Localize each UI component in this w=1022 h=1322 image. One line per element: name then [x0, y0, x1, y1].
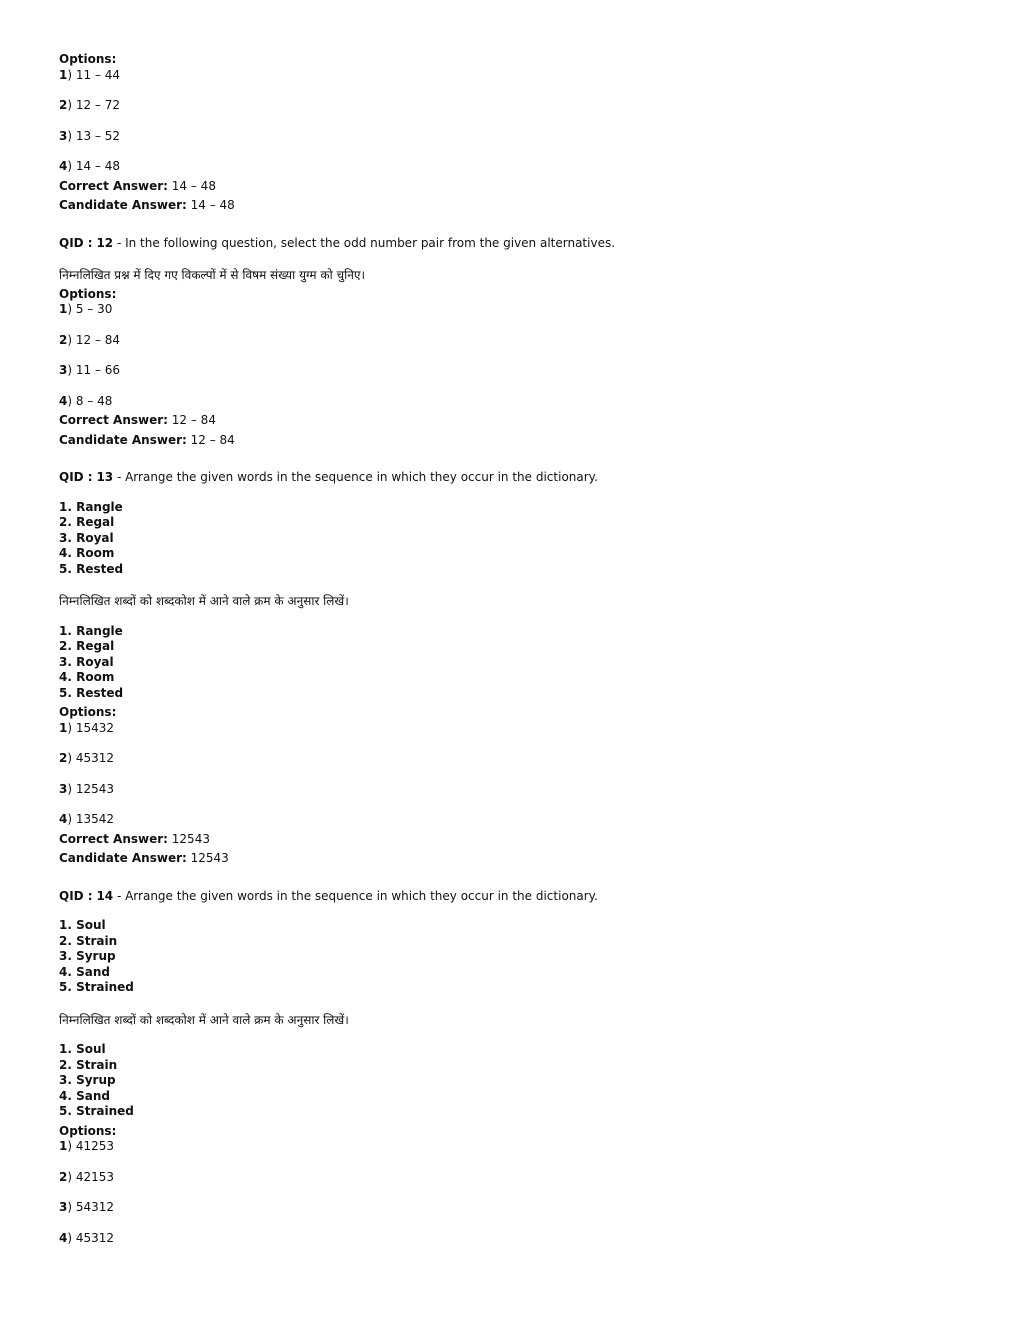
- correct-answer: Correct Answer: 14 – 48: [59, 178, 216, 193]
- option-item: 2) 12 – 84: [59, 332, 121, 347]
- option-item: 3) 13 – 52: [59, 128, 121, 143]
- word-item: 5. Rested: [59, 685, 124, 700]
- option-item: 4) 14 – 48: [59, 159, 121, 173]
- option-item: 2) 12 – 72: [59, 98, 121, 112]
- question-12-block: [59, 236, 979, 449]
- word-item: 5. Rested: [59, 561, 124, 576]
- candidate-answer: Candidate Answer: 12543: [59, 851, 229, 865]
- question-11-block: [59, 52, 979, 214]
- question-text-hindi: निम्नलिखित शब्दों को शब्दकोश में आने वाले क्रम के अनुसार लिखें।: [59, 1012, 349, 1027]
- option-item: 1) 41253: [59, 1139, 115, 1153]
- word-item: 1. Rangle: [59, 623, 123, 638]
- question-text-hindi: निम्नलिखित प्रश्न में दिए गए विकल्पों में से विषम संख्या युग्म को चुनिए।: [59, 268, 366, 282]
- word-item: 5. Strained: [59, 980, 134, 994]
- options-label: Options:: [59, 705, 117, 719]
- option-item: 1) 15432: [59, 720, 115, 735]
- option-item: 3) 54312: [59, 1200, 115, 1214]
- word-item: 4. Room: [59, 546, 115, 560]
- option-item: 4) 13542: [59, 812, 115, 826]
- word-item: 2. Regal: [59, 639, 115, 653]
- word-item: 1. Soul: [59, 918, 106, 932]
- question-text: QID : 14 - Arrange the given words in the sequence in which they occur in the dictionary.: [59, 888, 598, 903]
- word-item: 3. Royal: [59, 530, 114, 545]
- word-item: 3. Syrup: [59, 1073, 116, 1087]
- exam-page: [59, 52, 979, 1246]
- word-item: 1. Rangle: [59, 499, 123, 514]
- word-item: 2. Strain: [59, 933, 118, 948]
- word-item: 4. Room: [59, 670, 115, 684]
- option-item: 2) 45312: [59, 751, 115, 765]
- option-item: 4) 8 – 48: [59, 393, 113, 408]
- word-item: 4. Sand: [59, 1088, 110, 1103]
- word-item: 2. Strain: [59, 1057, 118, 1072]
- candidate-answer: Candidate Answer: 12 – 84: [59, 432, 235, 447]
- word-item: 4. Sand: [59, 964, 110, 979]
- correct-answer: Correct Answer: 12 – 84: [59, 413, 216, 427]
- option-item: 3) 12543: [59, 781, 115, 796]
- candidate-answer: Candidate Answer: 14 – 48: [59, 198, 235, 212]
- option-item: 2) 42153: [59, 1169, 115, 1184]
- question-14-block: [59, 889, 979, 1247]
- option-item: 1) 11 – 44: [59, 67, 121, 82]
- word-item: 5. Strained: [59, 1104, 134, 1118]
- question-text: QID : 13 - Arrange the given words in the sequence in which they occur in the dictionary.: [59, 470, 598, 484]
- options-label: Options:: [59, 286, 117, 301]
- question-text: QID : 12 - In the following question, select the odd number pair from the given alternatives.: [59, 235, 616, 250]
- question-text-hindi: निम्नलिखित शब्दों को शब्दकोश में आने वाले क्रम के अनुसार लिखें।: [59, 594, 349, 608]
- word-item: 1. Soul: [59, 1042, 106, 1056]
- options-label: Options:: [59, 1123, 117, 1138]
- question-13-block: [59, 470, 979, 867]
- option-item: 4) 45312: [59, 1230, 115, 1245]
- correct-answer: Correct Answer: 12543: [59, 831, 210, 846]
- word-item: 3. Royal: [59, 654, 114, 669]
- word-item: 2. Regal: [59, 515, 115, 529]
- word-item: 3. Syrup: [59, 949, 116, 963]
- option-item: 1) 5 – 30: [59, 302, 113, 316]
- options-label: Options:: [59, 52, 117, 66]
- option-item: 3) 11 – 66: [59, 363, 121, 377]
